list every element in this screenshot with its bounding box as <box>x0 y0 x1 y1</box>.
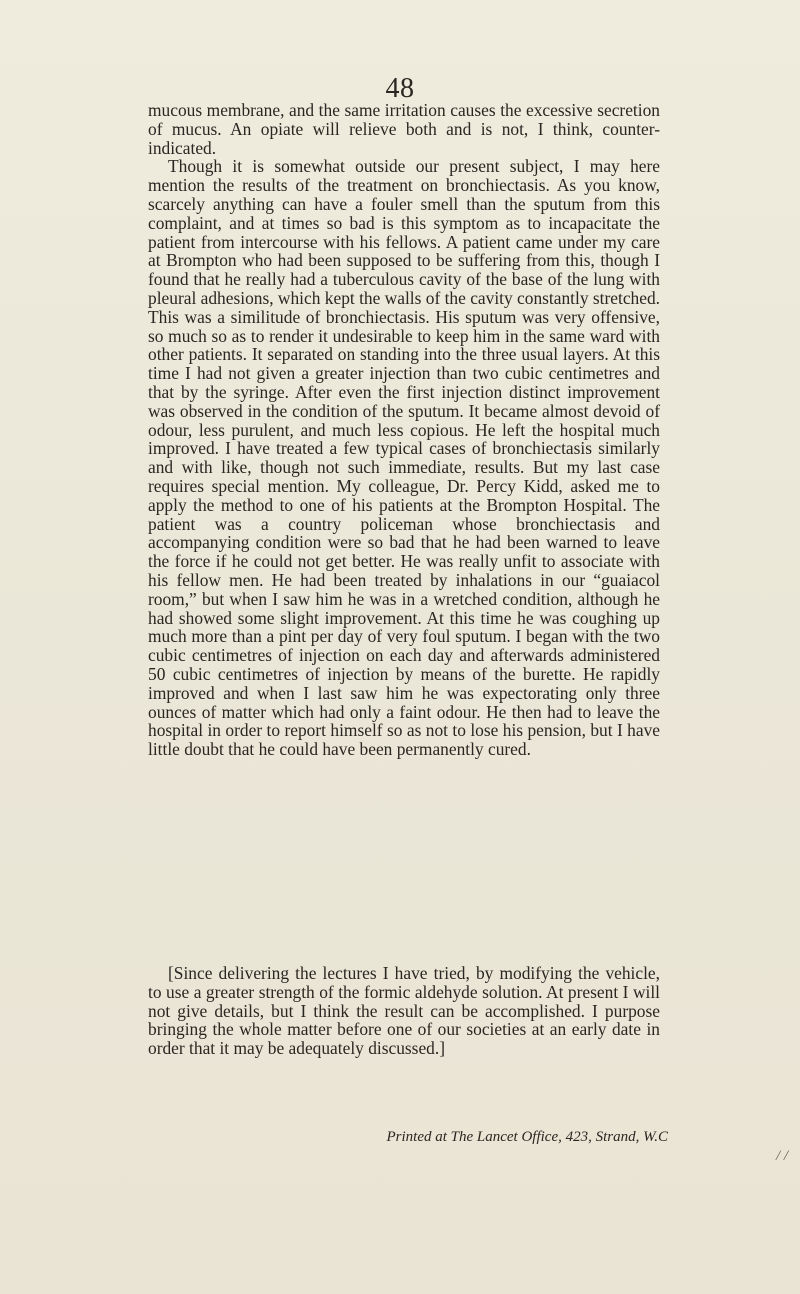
page-number: 48 <box>385 73 415 104</box>
paragraph-continuation: mucous membrane, and the same irritation causes the excessive secretion of mucus. An opiate will relieve both and is not, I think, counter-indicated. <box>148 100 660 158</box>
paragraph-bronchiectasis: Though it is somewhat outside our present subject, I may here mention the results of the treatment on bronchiectasis. As you know, scarcely anything can have a fouler smell than the sputum from this complaint, and at times so bad is this symptom as to incapacitate the patient from intercourse with his fellows. A patient came under my care at Brompton who had been supposed to be suffering from this, though I found that he really had a tuberculous cavity of the base of the lung with pleural adhesions, which kept the walls of the cavity constantly stretched. This was a similitude of bronchiectasis. His sputum was very offensive, so much so as to render it undesirable to keep him in the same ward with other patients. It separated on standing into the three usual layers. At this time I had not given a greater injection than two cubic centimetres and that by the syringe. After even the first injection distinct improvement was observed in the condition of the sputum. It became almost devoid of odour, less purulent, and much less copious. He left the hospital much improved. I have treated a few typical cases of bronchiectasis similarly and with like, though not such immediate, results. But my last case requires special mention. My colleague, Dr. Percy Kidd, asked me to apply the method to one of his patients at the Brompton Hospital. The patient was a country policeman whose bronchiectasis and accompanying condition were so bad that he had been warned to leave the force if he could not get better. He was really unfit to associate with his fellow men. He had been treated by inhalations in our “guaiacol room,” but when I saw him he was in a wretched condition, although he had showed some slight improvement. At this time he was coughing up much more than a pint per day of very foul sputum. I began with the two cubic centimetres of injection on each day and afterwards administered 50 cubic centimetres of injection by means of the burette. He rapidly improved and when I last saw him he was expectorating only three ounces of matter which had only a faint odour. He then had to leave the hospital in order to report himself so as not to lose his pension, but I have little doubt that he could have been permanently cured. <box>148 156 660 760</box>
body-text-note <box>148 964 660 1058</box>
printer-imprint: Printed at The Lancet Office, 423, Strand, W.C <box>386 1129 668 1145</box>
margin-mark: / / <box>776 1148 789 1164</box>
bracketed-note: [Since delivering the lectures I have tried, by modifying the vehicle, to use a greater strength of the formic aldehyde solution. At present I will not give details, but I think the result can be accomplished. I purpose bringing the whole matter before one of our societies at an early date in order that it may be adequately discussed.] <box>148 963 660 1059</box>
body-text-main <box>148 101 660 759</box>
